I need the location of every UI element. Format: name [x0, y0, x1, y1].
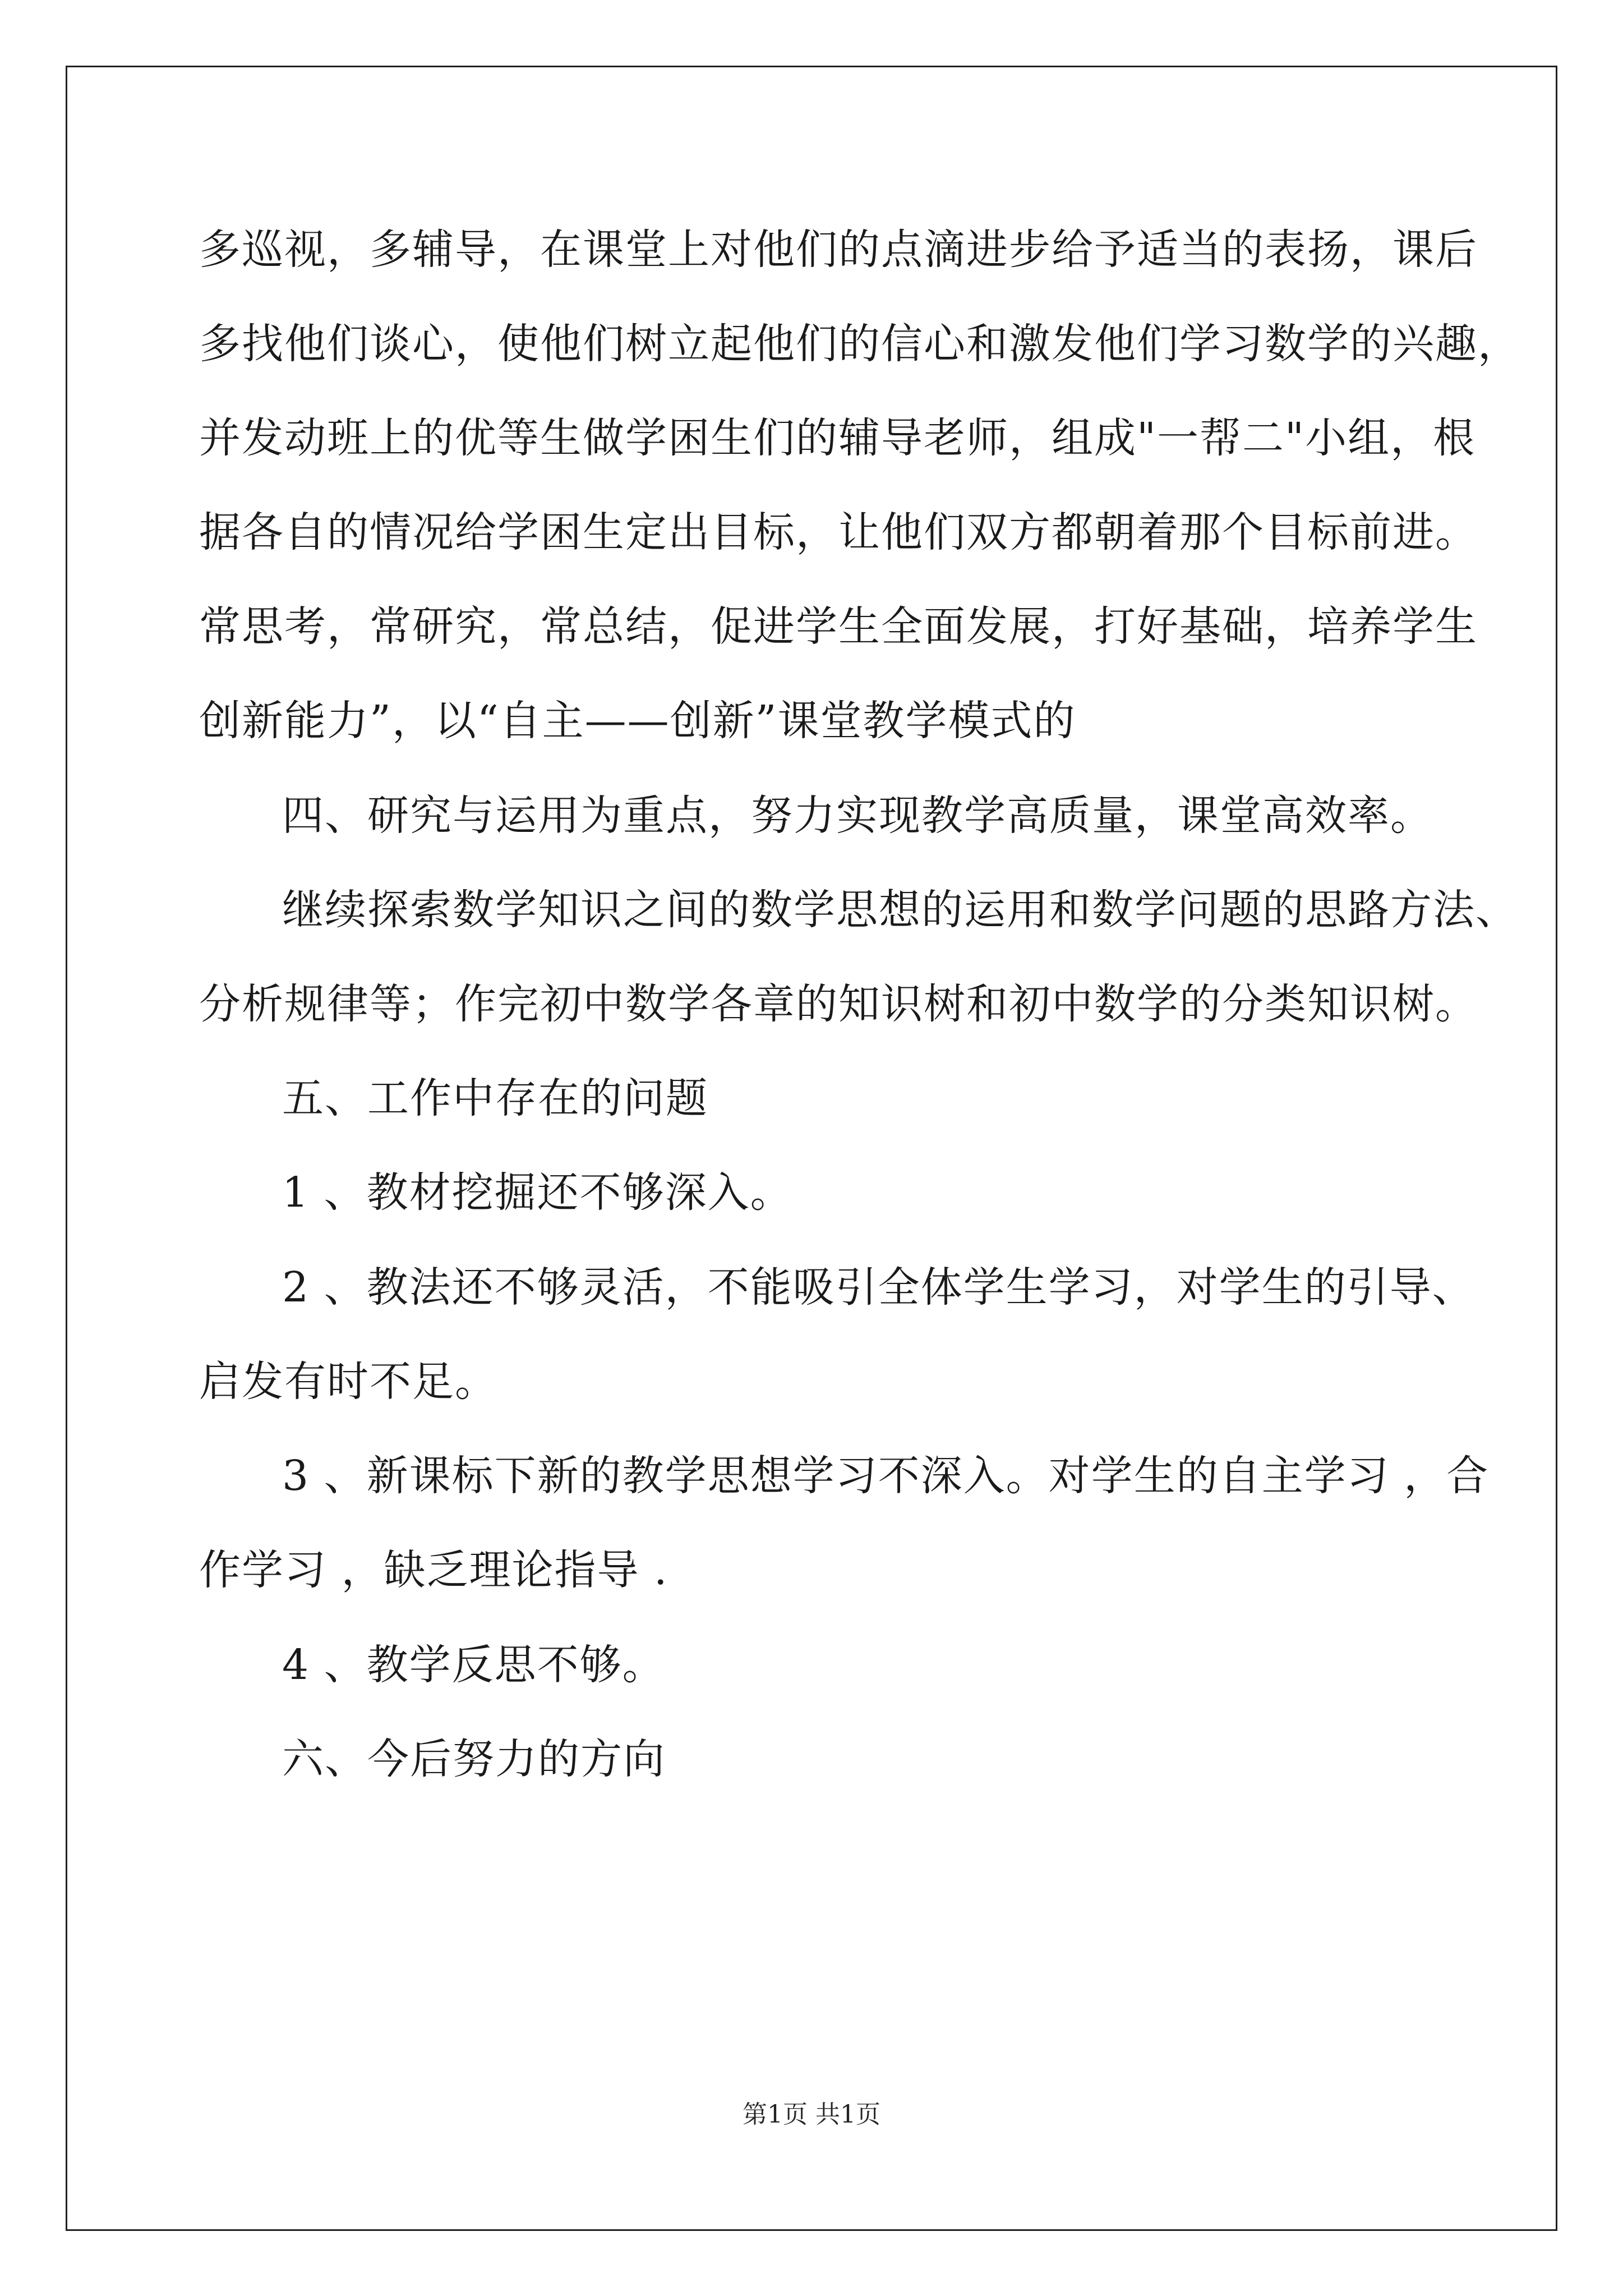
list-item: 1 、教材挖掘还不够深入。	[282, 1168, 793, 1217]
body-line: 创新能力”，以“自主——创新”课堂教学模式的	[199, 697, 1076, 745]
section-heading: 五、工作中存在的问题	[282, 1074, 708, 1122]
body-line: 常思考，常研究，常总结，促进学生全面发展，打好基础，培养学生	[199, 602, 1478, 651]
list-item-continuation: 启发有时不足。	[199, 1358, 497, 1406]
page-border	[66, 66, 1557, 2231]
body-line: 分析规律等；作完初中数学各章的知识树和初中数学的分类知识树。	[199, 980, 1478, 1028]
body-line: 多找他们谈心，使他们树立起他们的信心和激发他们学习数学的兴趣，	[199, 320, 1520, 368]
section-heading: 四、研究与运用为重点，努力实现教学高质量，课堂高效率。	[282, 792, 1433, 840]
body-line: 据各自的情况给学困生定出目标，让他们双方都朝着那个目标前进。	[199, 508, 1478, 556]
body-line: 继续探索数学知识之间的数学思想的运用和数学问题的思路方法、	[282, 886, 1518, 934]
body-line: 多巡视，多辅导，在课堂上对他们的点滴进步给予适当的表扬，课后	[199, 226, 1478, 274]
list-item-continuation: 作学习 ，缺乏理论指导 .	[199, 1546, 668, 1594]
list-item: 3 、新课标下新的教学思想学习不深入。对学生的自主学习 ，合	[282, 1452, 1490, 1500]
list-item: 2 、教法还不够灵活，不能吸引全体学生学习，对学生的引导、	[282, 1263, 1475, 1312]
page-footer: 第1页 共1页	[743, 2100, 880, 2129]
body-line: 并发动班上的优等生做学困生们的辅导老师，组成"一帮二"小组，根	[199, 414, 1476, 462]
list-item: 4 、教学反思不够。	[282, 1641, 665, 1689]
section-heading: 六、今后努力的方向	[282, 1735, 666, 1783]
